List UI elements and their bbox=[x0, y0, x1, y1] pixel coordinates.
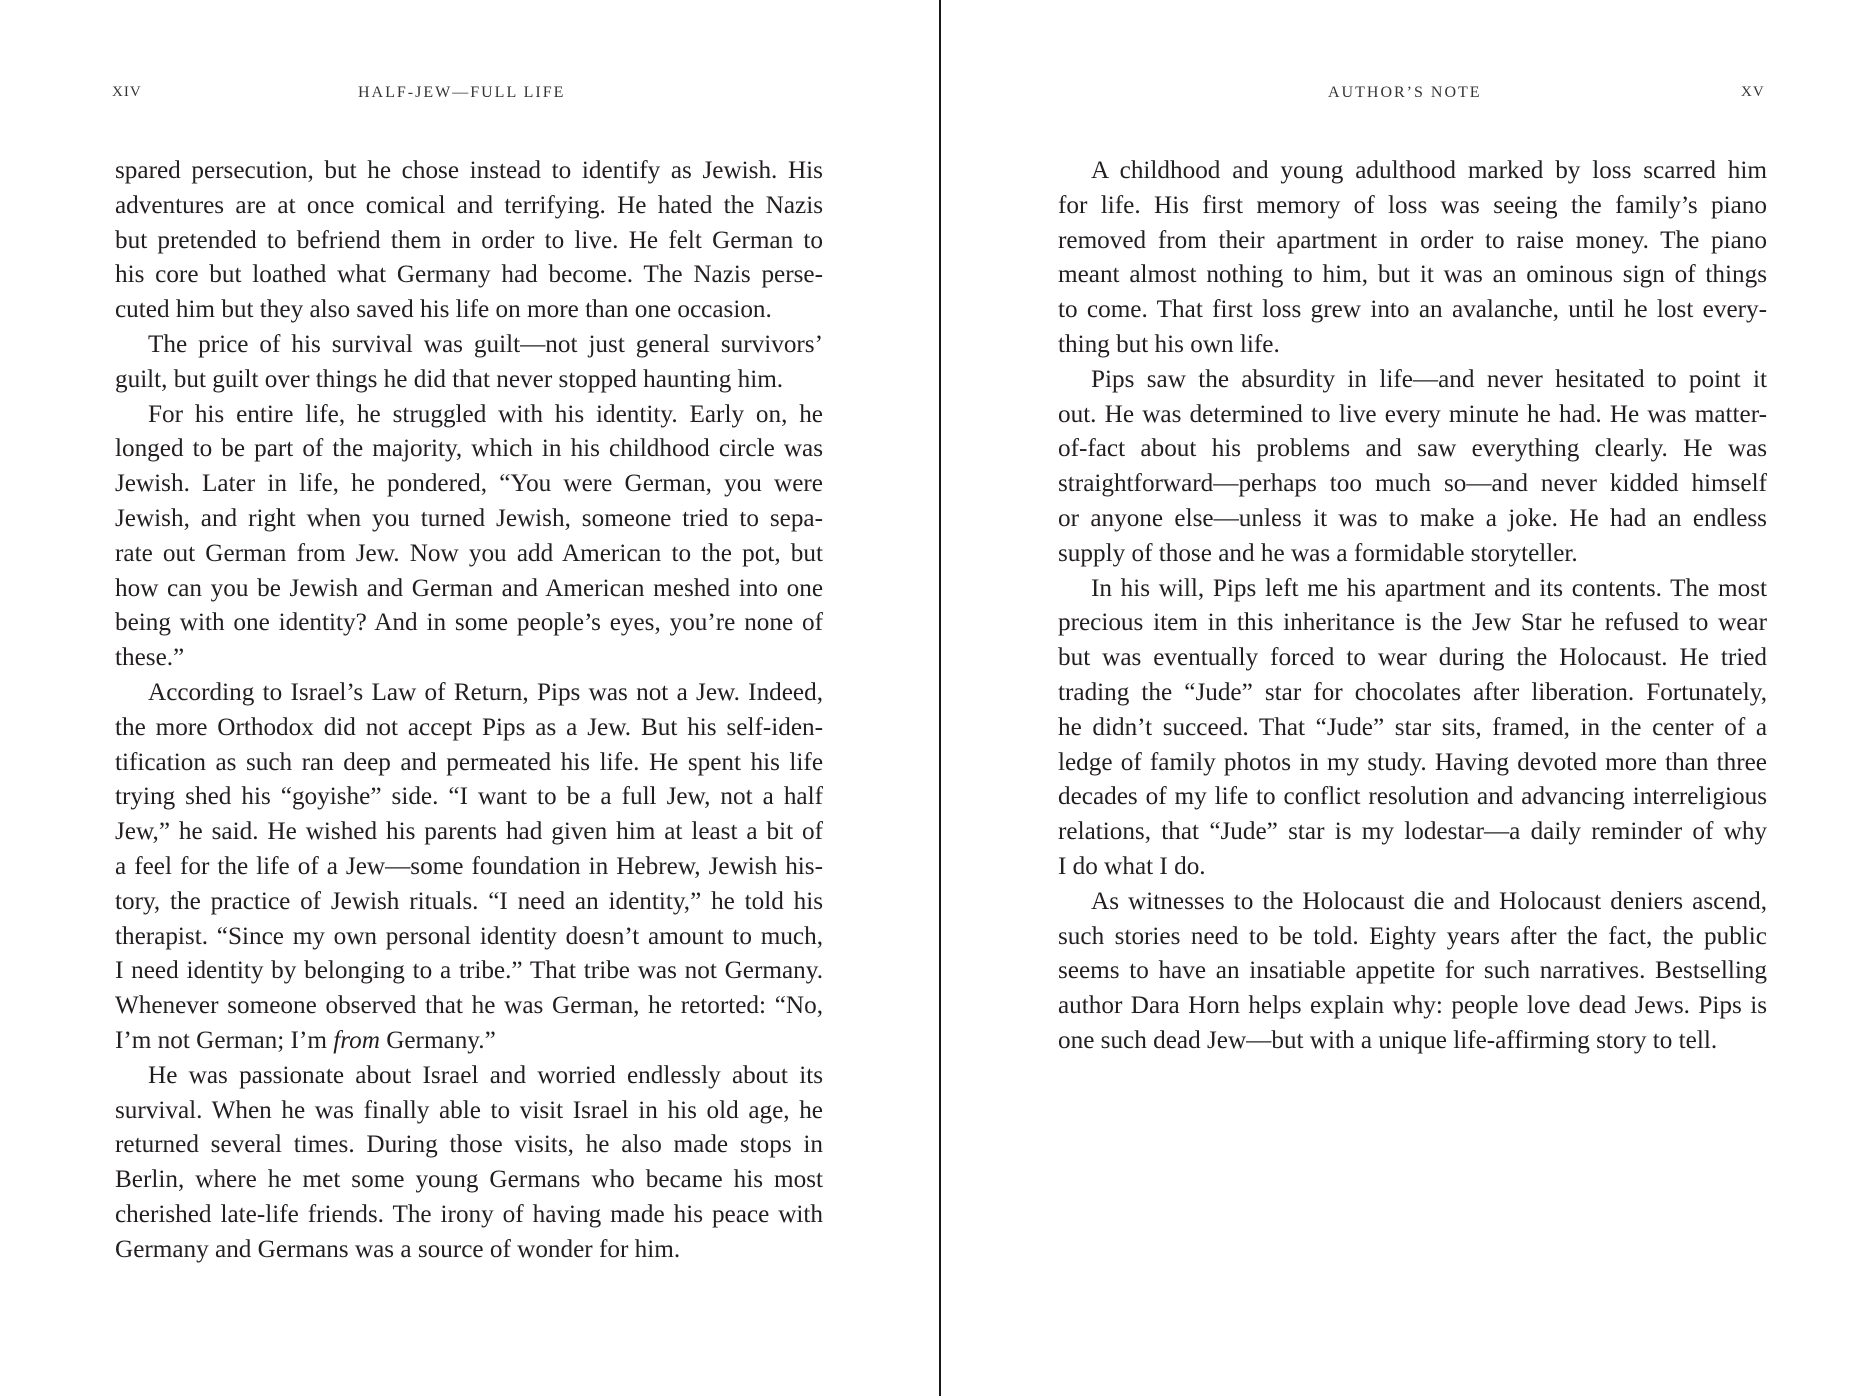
text-line: but pretended to befriend them in order to live. He felt German to bbox=[115, 226, 823, 254]
text-line: decades of my life to conflict resolution and advancing interreligious bbox=[1058, 783, 1767, 811]
paragraph bbox=[115, 1059, 823, 1268]
text-line: Whenever someone observed that he was German, he retorted: “No, bbox=[115, 992, 823, 1020]
text-line: thing but his own life. bbox=[1058, 330, 1280, 358]
text-line: trying shed his “goyishe” side. “I want to be a full Jew, not a half bbox=[115, 783, 823, 811]
text-line: Pips saw the absurdity in life—and never hesitated to point it bbox=[1091, 365, 1767, 393]
text-line: Germany and Germans was a source of wonder for him. bbox=[115, 1235, 681, 1263]
paragraph bbox=[115, 328, 823, 398]
text-line: I’m not German; I’m from Germany.” bbox=[115, 1026, 496, 1054]
text-line: tification as such ran deep and permeated his life. He spent his life bbox=[115, 748, 823, 776]
page-gutter bbox=[939, 0, 941, 1396]
text-line: such stories need to be told. Eighty years after the fact, the public bbox=[1058, 922, 1767, 950]
text-line: supply of those and he was a formidable storyteller. bbox=[1058, 539, 1578, 567]
text-line: tory, the practice of Jewish rituals. “I need an identity,” he told his bbox=[115, 887, 823, 915]
paragraph bbox=[1058, 154, 1767, 363]
paragraph bbox=[1058, 572, 1767, 885]
text-line: Jew,” he said. He wished his parents had given him at least a bit of bbox=[115, 818, 823, 846]
text-line: adventures are at once comical and terrifying. He hated the Nazis bbox=[115, 191, 823, 219]
text-line: I do what I do. bbox=[1058, 852, 1206, 880]
paragraph bbox=[1058, 363, 1767, 572]
text-line: or anyone else—unless it was to make a joke. He had an endless bbox=[1058, 504, 1767, 532]
text-line: of-fact about his problems and saw everything clearly. He was bbox=[1058, 435, 1767, 463]
text-line: to come. That first loss grew into an avalanche, until he lost every- bbox=[1058, 296, 1767, 324]
text-line: for life. His first memory of loss was seeing the family’s piano bbox=[1058, 191, 1767, 219]
text-line: According to Israel’s Law of Return, Pips was not a Jew. Indeed, bbox=[148, 678, 823, 706]
right-page-body bbox=[1058, 154, 1767, 1059]
text-line: For his entire life, he struggled with his identity. Early on, he bbox=[148, 400, 823, 428]
text-line: straightforward—perhaps too much so—and never kidded himself bbox=[1058, 470, 1767, 498]
page-number: XIV bbox=[112, 84, 142, 100]
paragraph bbox=[115, 676, 823, 1059]
text-line: relations, that “Jude” star is my lodestar—a daily reminder of why bbox=[1058, 818, 1767, 846]
text-line: survival. When he was finally able to visit Israel in his old age, he bbox=[115, 1096, 823, 1124]
running-head-section-title: AUTHOR’S NOTE bbox=[1328, 84, 1482, 101]
text-line: one such dead Jew—but with a unique life-affirming story to tell. bbox=[1058, 1026, 1718, 1054]
text-line: He was passionate about Israel and worried endlessly about its bbox=[148, 1061, 823, 1089]
text-line: Berlin, where he met some young Germans who became his most bbox=[115, 1166, 823, 1194]
text-line: Jewish, and right when you turned Jewish, someone tried to sepa- bbox=[115, 504, 823, 532]
left-page-body bbox=[115, 154, 823, 1268]
text-line: The price of his survival was guilt—not just general survivors’ bbox=[148, 330, 823, 358]
text-line: As witnesses to the Holocaust die and Holocaust deniers ascend, bbox=[1091, 887, 1767, 915]
paragraph bbox=[115, 398, 823, 676]
text-line: spared persecution, but he chose instead to identify as Jewish. His bbox=[115, 157, 823, 184]
text-line: meant almost nothing to him, but it was an ominous sign of things bbox=[1058, 261, 1767, 289]
text-line: therapist. “Since my own personal identity doesn’t amount to much, bbox=[115, 922, 823, 950]
text-line: these.” bbox=[115, 644, 185, 672]
text-line: cuted him but they also saved his life on more than one occasion. bbox=[115, 296, 772, 324]
running-head-book-title: HALF-JEW—FULL LIFE bbox=[358, 84, 566, 101]
text-line: how can you be Jewish and German and American meshed into one bbox=[115, 574, 823, 602]
paragraph bbox=[115, 154, 823, 328]
text-line: rate out German from Jew. Now you add American to the pot, but bbox=[115, 539, 823, 567]
text-line: Jewish. Later in life, he pondered, “You were German, you were bbox=[115, 470, 823, 498]
text-line: trading the “Jude” star for chocolates after liberation. Fortunately, bbox=[1058, 678, 1767, 706]
text-line: seems to have an insatiable appetite for such narratives. Bestselling bbox=[1058, 957, 1767, 985]
text-line: the more Orthodox did not accept Pips as a Jew. But his self-iden- bbox=[115, 713, 823, 741]
text-line: precious item in this inheritance is the Jew Star he refused to wear bbox=[1058, 609, 1767, 637]
text-line: removed from their apartment in order to raise money. The piano bbox=[1058, 226, 1767, 254]
text-line: but was eventually forced to wear during the Holocaust. He tried bbox=[1058, 644, 1767, 672]
text-line: his core but loathed what Germany had become. The Nazis perse- bbox=[115, 261, 823, 289]
text-line: cherished late-life friends. The irony of having made his peace with bbox=[115, 1200, 823, 1228]
text-line: In his will, Pips left me his apartment and its contents. The most bbox=[1091, 574, 1767, 602]
paragraph bbox=[1058, 885, 1767, 1059]
text-line: he didn’t succeed. That “Jude” star sits, framed, in the center of a bbox=[1058, 713, 1767, 741]
text-line: guilt, but guilt over things he did that never stopped haunting him. bbox=[115, 365, 784, 393]
text-line: being with one identity? And in some people’s eyes, you’re none of bbox=[115, 609, 823, 637]
page-number: XV bbox=[1741, 84, 1765, 100]
text-line: ledge of family photos in my study. Having devoted more than three bbox=[1058, 748, 1767, 776]
text-line: a feel for the life of a Jew—some foundation in Hebrew, Jewish his- bbox=[115, 852, 823, 880]
text-line: returned several times. During those visits, he also made stops in bbox=[115, 1131, 823, 1159]
text-line: I need identity by belonging to a tribe.” That tribe was not Germany. bbox=[115, 957, 823, 985]
text-line: A childhood and young adulthood marked by loss scarred him bbox=[1091, 157, 1767, 184]
text-line: out. He was determined to live every minute he had. He was matter- bbox=[1058, 400, 1767, 428]
right-page bbox=[942, 0, 1862, 1396]
text-line: author Dara Horn helps explain why: people love dead Jews. Pips is bbox=[1058, 992, 1767, 1020]
text-line: longed to be part of the majority, which in his childhood circle was bbox=[115, 435, 823, 463]
